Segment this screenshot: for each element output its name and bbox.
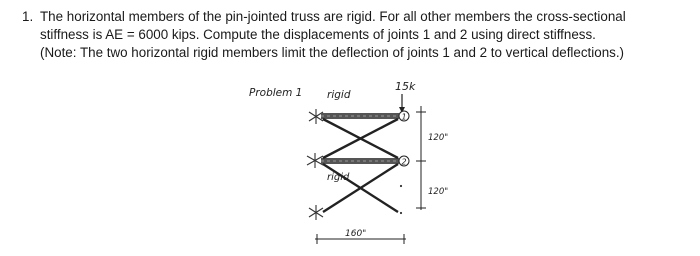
truss-figure — [235, 76, 465, 254]
joint-1 — [399, 111, 409, 122]
joint-2 — [399, 156, 409, 167]
vertical-dimension — [416, 106, 426, 210]
dim-lower-label: 120" — [428, 187, 449, 197]
joint-2-label: 2 — [401, 157, 407, 167]
pin-support-top — [309, 109, 323, 124]
rigid-label-bottom: rigid — [327, 172, 350, 183]
joint-1-label: 1 — [401, 112, 407, 122]
pin-support-bottom — [309, 205, 323, 220]
rigid-member-middle — [321, 158, 399, 164]
sketch-dot — [400, 185, 402, 187]
problem-line-2: stiffness is AE = 6000 kips. Compute the displacements of joints 1 and 2 using direct stiffness. — [40, 27, 596, 42]
problem-text — [40, 8, 690, 62]
dim-upper-label: 120" — [428, 133, 449, 143]
dim-width-label: 160" — [345, 229, 367, 239]
sketch-dot — [400, 212, 402, 214]
load-label: 15k — [395, 80, 416, 93]
problem-line-3: (Note: The two horizontal rigid members limit the deflection of joints 1 and 2 to vertical deflections.) — [40, 45, 625, 60]
pin-support-middle — [307, 153, 323, 168]
problem-number: 1. — [22, 9, 34, 24]
upper-panel-diagonals — [323, 119, 398, 158]
rigid-label-top: rigid — [327, 89, 351, 101]
problem-line-1: The horizontal members of the pin-jointed truss are rigid. For all other members the cross-sectional — [40, 9, 626, 24]
load-arrow — [399, 94, 405, 113]
truss-sketch — [235, 76, 465, 254]
rigid-member-top — [321, 113, 399, 119]
problem-label: Problem 1 — [249, 87, 303, 99]
